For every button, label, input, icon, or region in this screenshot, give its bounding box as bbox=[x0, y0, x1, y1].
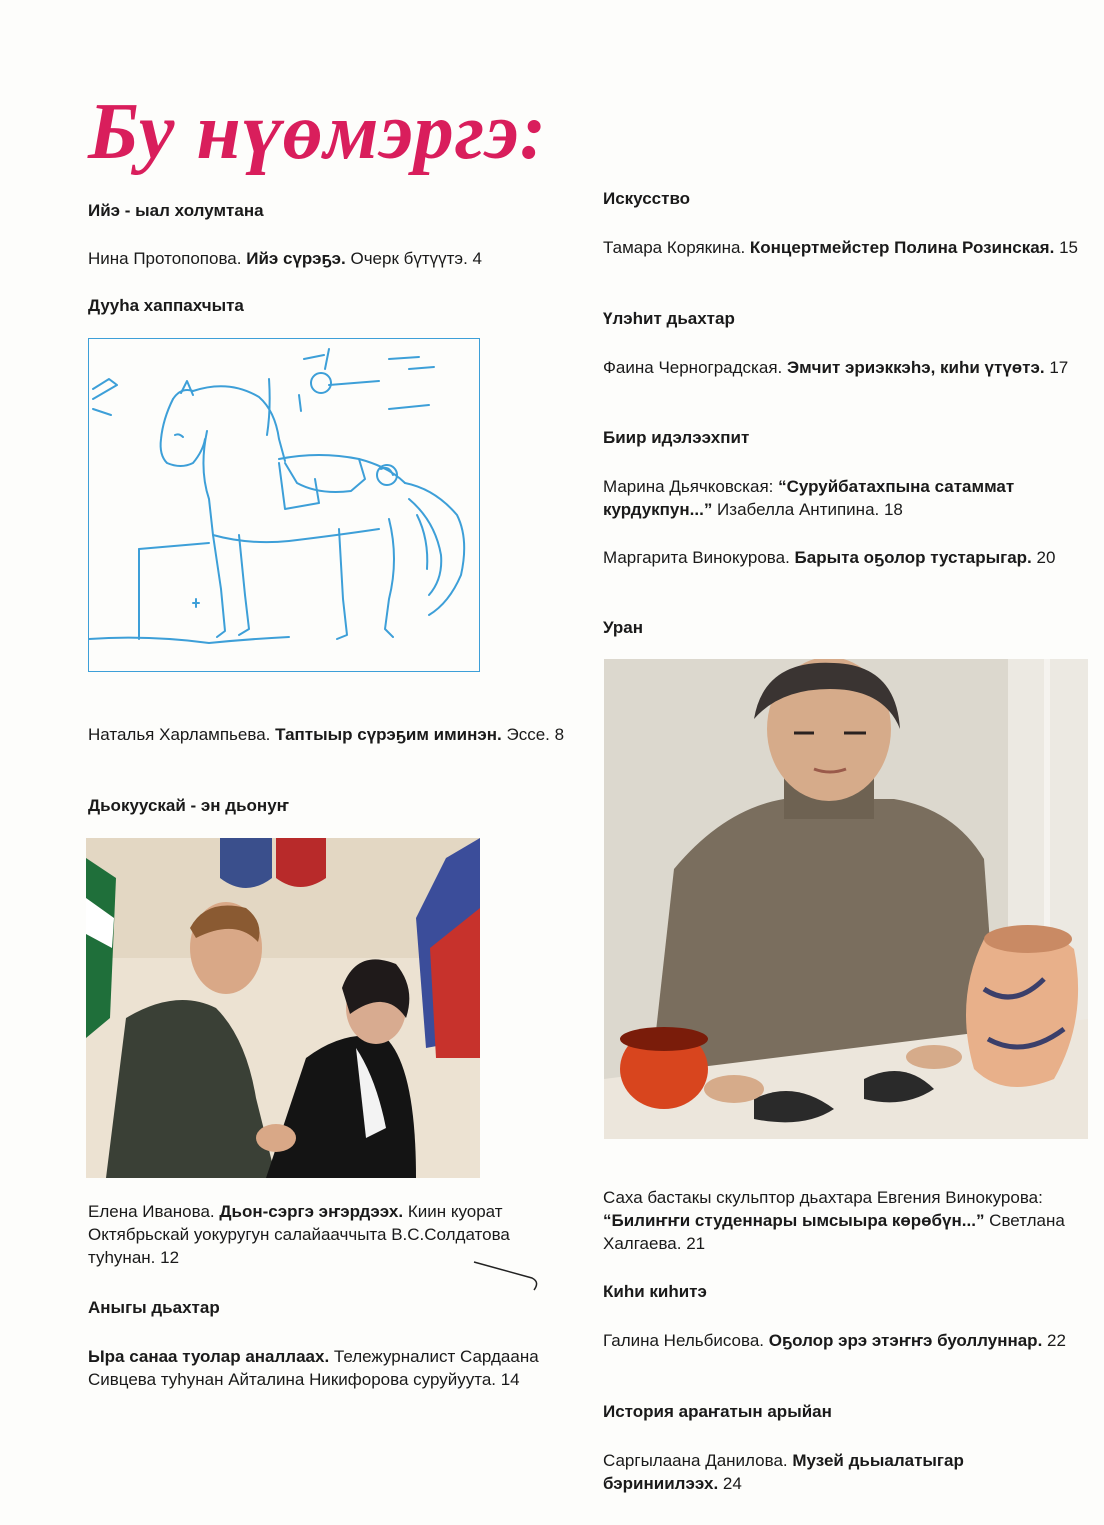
article-title: Эмчит эриэккэһэ, киһи үтүөтэ. bbox=[786, 358, 1045, 377]
article-entry[interactable] bbox=[88, 1345, 578, 1391]
article-details: 15 bbox=[1054, 238, 1078, 257]
article-author: Фаина Черноградская. bbox=[603, 358, 787, 377]
section-heading: Дьокуускай - эн дьонуҥ bbox=[88, 796, 289, 815]
section-heading: Уран bbox=[603, 618, 644, 637]
article-author: Галина Нельбисова. bbox=[603, 1331, 769, 1350]
article-author: Елена Иванова. bbox=[88, 1202, 220, 1221]
article-title: “Суруйбатахпына сатаммат курдукпун...” bbox=[603, 477, 1015, 519]
pen-mark bbox=[470, 1258, 550, 1298]
section-heading: Дууһа хаппахчыта bbox=[88, 296, 244, 315]
article-details: 20 bbox=[1031, 548, 1056, 567]
article-title: Таптыыр сүрэҕим иминэн. bbox=[275, 725, 502, 744]
section-heading: Үлэһит дьахтар bbox=[603, 309, 735, 328]
article-author: Саргылаана Данилова. bbox=[603, 1451, 793, 1470]
article-entry[interactable] bbox=[603, 236, 1083, 259]
article-title: Дьон-сэргэ эҥэрдээх. bbox=[219, 1202, 404, 1221]
section-heading: Ийэ - ыал холумтана bbox=[88, 201, 264, 220]
article-title: “Билиҥҥи студеннары ымсыыра көрөбүн...” bbox=[603, 1211, 985, 1230]
article-title: Ыра санаа туолар аналлаах. bbox=[88, 1347, 330, 1366]
article-title: Оҕолор эрэ этэҥҥэ буоллуннар. bbox=[768, 1331, 1043, 1350]
horse-illustration bbox=[88, 338, 480, 672]
article-author: Тамара Корякина. bbox=[603, 238, 750, 257]
article-details: Очерк бүтүүтэ. 4 bbox=[345, 249, 483, 268]
article-entry[interactable] bbox=[603, 1186, 1083, 1255]
article-title: Музей дьыалатыгар бэриниилээх. bbox=[603, 1451, 964, 1493]
sculptor-photo bbox=[604, 659, 1088, 1139]
article-author: Марина Дьячковская: bbox=[603, 477, 779, 496]
article-entry[interactable] bbox=[603, 546, 1083, 569]
article-details: Эссе. 8 bbox=[501, 725, 565, 744]
article-details: 17 bbox=[1044, 358, 1069, 377]
article-author: Наталья Харлампьева. bbox=[88, 725, 276, 744]
article-author: Нина Протопопова. bbox=[88, 249, 247, 268]
article-entry[interactable] bbox=[88, 247, 578, 270]
article-details: Светлана Халгаева. 21 bbox=[603, 1211, 1065, 1253]
article-entry[interactable] bbox=[603, 475, 1083, 521]
article-title: Ийэ сүрэҕэ. bbox=[246, 249, 346, 268]
article-title: Барыта оҕолор тустарыгар. bbox=[794, 548, 1032, 567]
article-details: 22 bbox=[1042, 1331, 1066, 1350]
meeting-photo bbox=[86, 838, 480, 1178]
article-author: Маргарита Винокурова. bbox=[603, 548, 795, 567]
article-entry[interactable] bbox=[603, 1449, 1083, 1495]
article-title: Концертмейстер Полина Розинская. bbox=[749, 238, 1055, 257]
section-heading: Биир идэлээхпит bbox=[603, 428, 750, 447]
article-details: Тележурналист Сардаана Сивцева туһунан Айталина Никифорова суруйуута. 14 bbox=[88, 1347, 539, 1389]
section-heading: История араҥатын арыйан bbox=[603, 1402, 832, 1421]
page-title: Бу нүөмэргэ: bbox=[88, 88, 548, 176]
section-heading: Искусство bbox=[603, 189, 691, 208]
section-heading: Киһи киһитэ bbox=[603, 1282, 707, 1301]
section-heading: Аныгы дьахтар bbox=[88, 1298, 220, 1317]
article-entry[interactable] bbox=[88, 723, 578, 746]
article-entry[interactable] bbox=[603, 1329, 1083, 1352]
article-details: Изабелла Антипина. 18 bbox=[712, 500, 903, 519]
article-details: 24 bbox=[718, 1474, 742, 1493]
article-details: Киин куорат Октябрьскай уокуругун салайааччыта В.С.Солдатова туһунан. 12 bbox=[88, 1202, 510, 1267]
article-author: Саха бастакы скульптор дьахтара Евгения Винокурова: bbox=[603, 1188, 1043, 1207]
article-entry[interactable] bbox=[603, 356, 1083, 379]
